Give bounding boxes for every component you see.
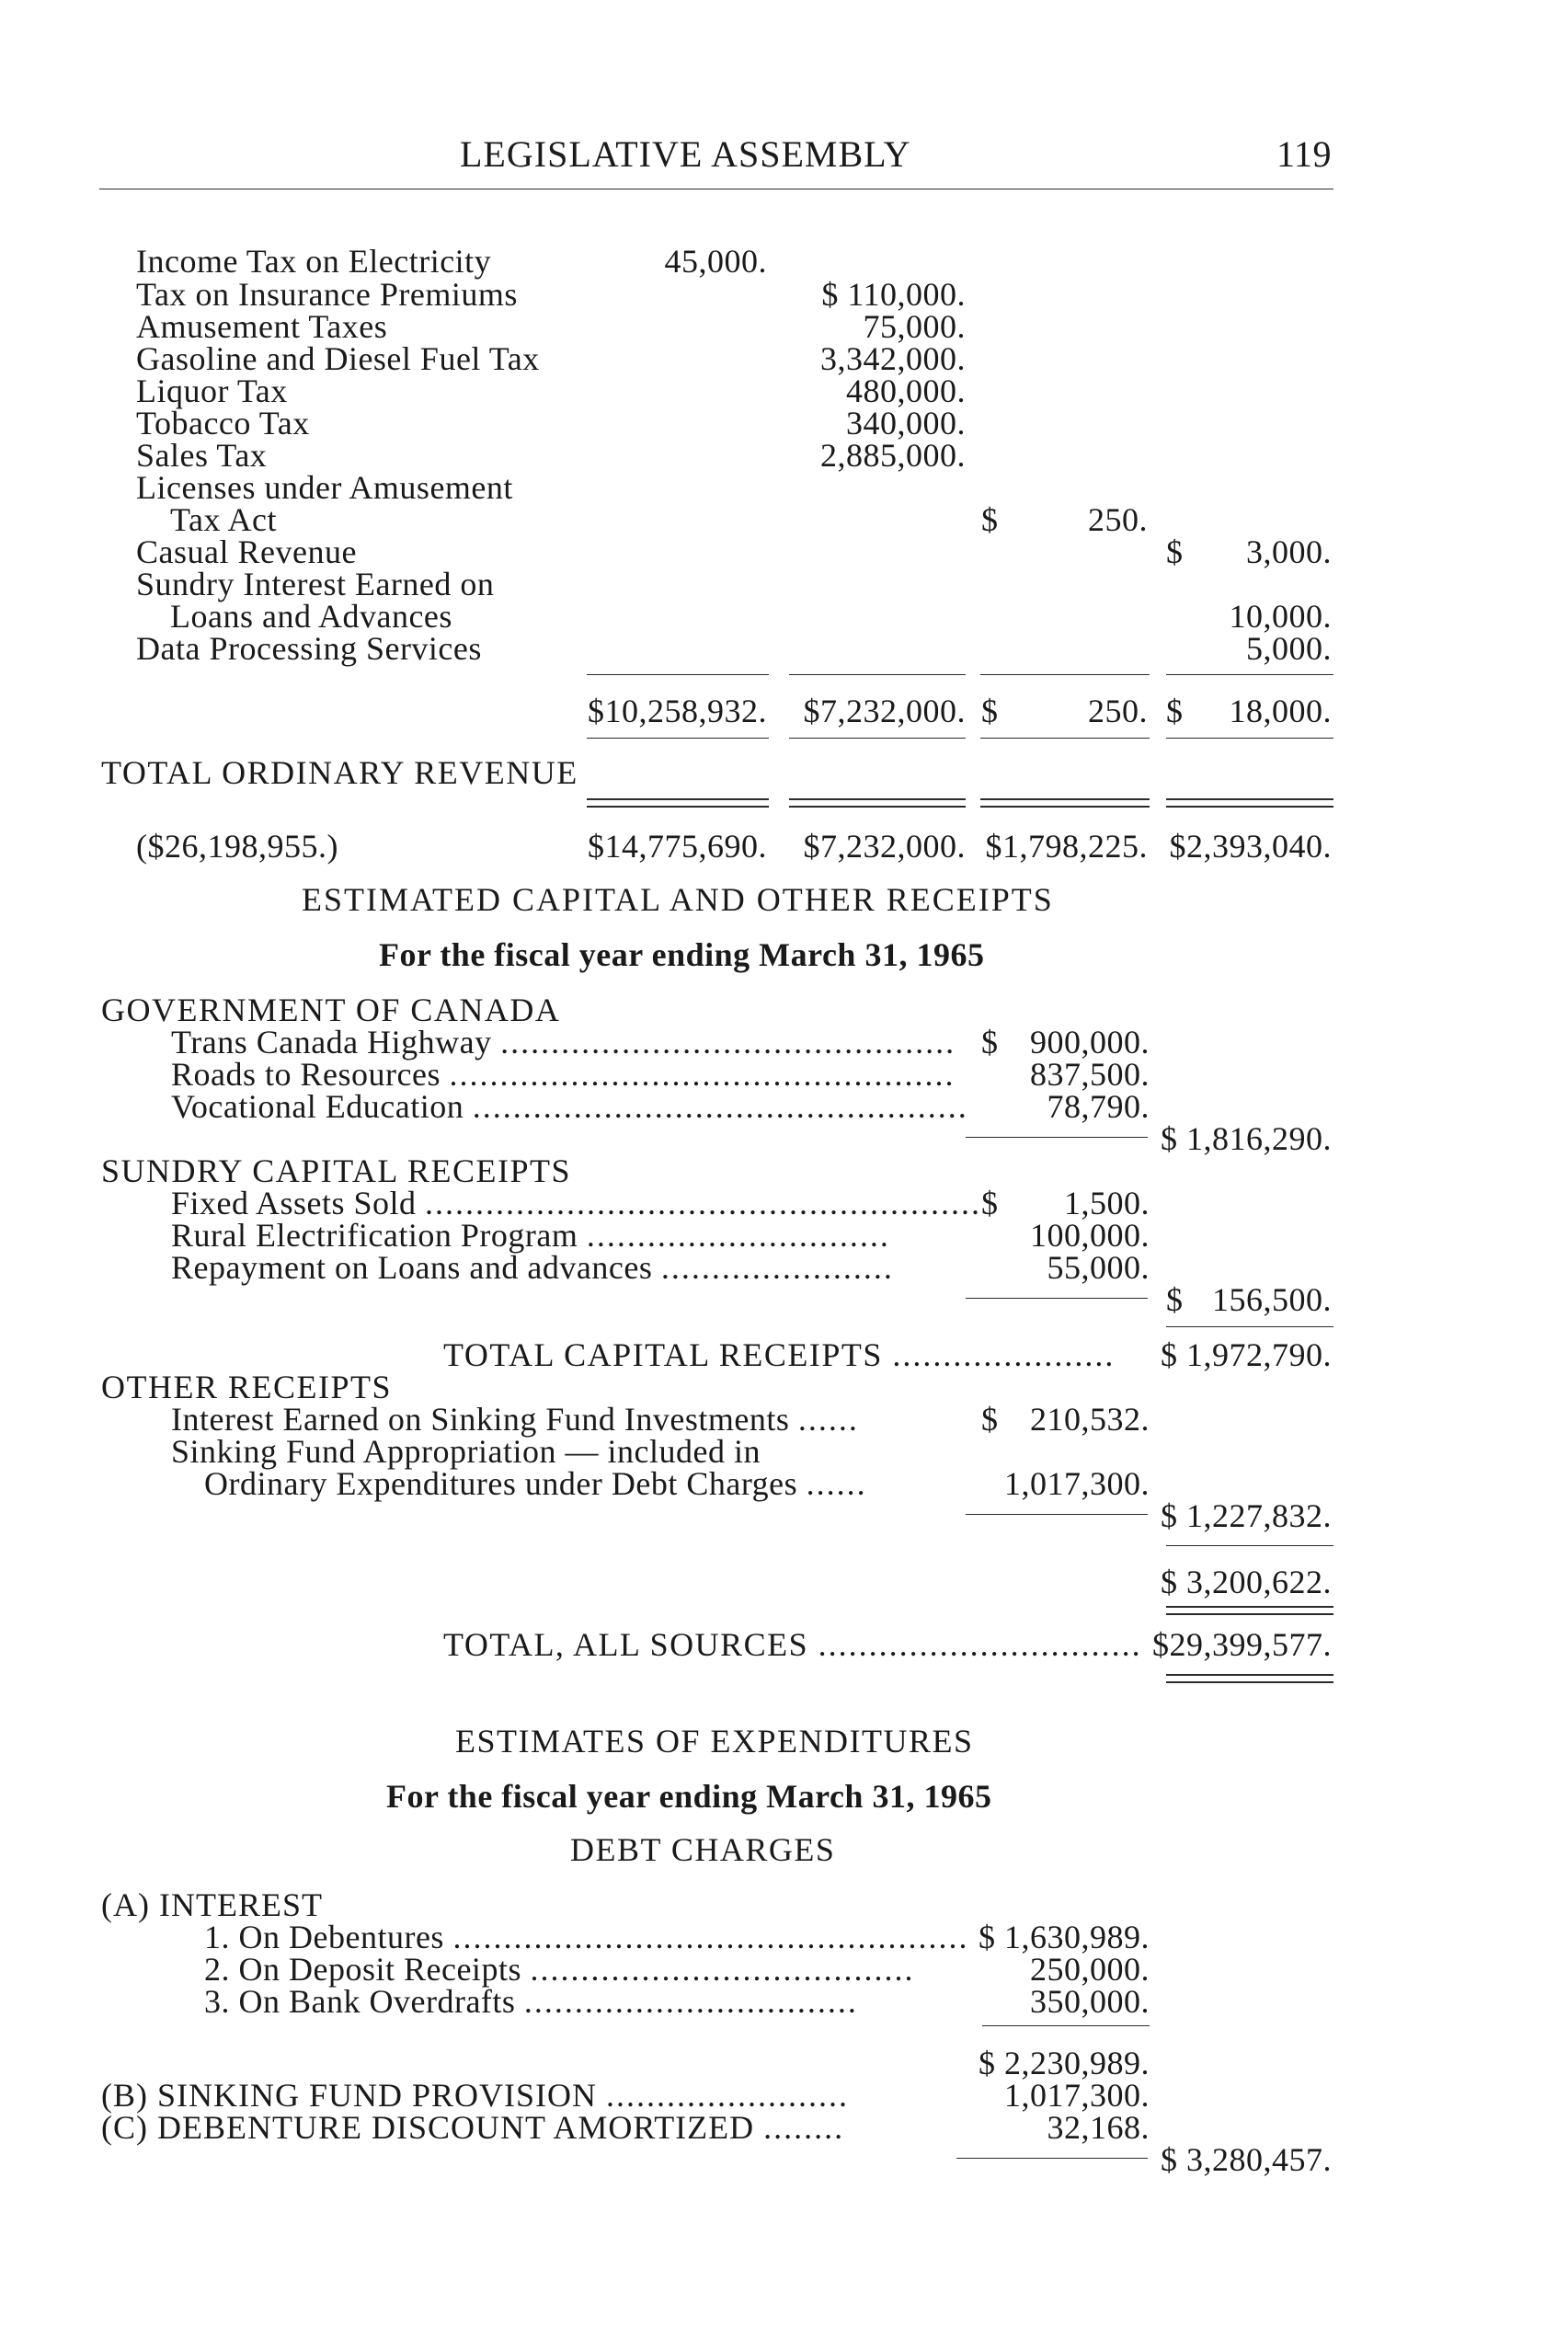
dot-leader: ............................................. [500,1024,956,1060]
debt-charges-heading: DEBT CHARGES [570,1831,836,1868]
interest-item-amount: $ 1,630,989. [979,1919,1150,1955]
debenture-discount-label: (C) DEBENTURE DISCOUNT AMORTIZED [101,2109,755,2146]
interest-item-amount: 250,000. [1030,1951,1150,1988]
revenue-label: Tobacco Tax [136,405,310,441]
dot-leader: ...... [806,1465,867,1502]
revenue-col2: $ 110,000. [821,276,966,313]
leader-row [171,1026,956,1059]
leader-row [171,1403,859,1436]
sundry-item-label: Repayment on Loans and advances [171,1249,653,1286]
gov-item-label: Trans Canada Highway [171,1024,492,1060]
dot-leader: ...................... [892,1336,1116,1373]
other-line1-symbol: $ [981,1401,999,1438]
sundry-item-amount: 55,000. [1047,1249,1150,1286]
subtotal-col4: 18,000. [1229,693,1332,729]
revenue-col4: 10,000. [1229,598,1332,635]
column-rule [1166,674,1333,675]
double-rule [789,798,966,808]
total-ordinary-amount: ($26,198,955.) [136,828,338,865]
interest-item-label: 3. On Bank Overdrafts [204,1983,516,2020]
revenue-label: Income Tax on Electricity [136,243,492,280]
revenue-col3-symbol: $ [981,501,999,538]
double-rule [980,798,1150,808]
subtotal-rule [956,2158,1148,2159]
leader-row [171,1090,968,1123]
total-ordinary-revenue-label: TOTAL ORDINARY REVENUE [101,754,578,791]
column-rule [1166,1545,1333,1546]
subtotal-rule [966,1514,1148,1515]
sinking-fund-label: (B) SINKING FUND PROVISION [101,2077,598,2114]
sundry-total: 156,500. [1212,1281,1332,1318]
dot-leader: ................................ [818,1626,1142,1663]
sundry-item-label: Rural Electrification Program [171,1217,578,1254]
dot-leader: ....................... [660,1249,894,1286]
revenue-label: Tax Act [170,501,277,538]
total-col4: $2,393,040. [1169,828,1332,865]
revenue-col2: 2,885,000. [820,437,966,474]
leader-row [101,2111,844,2144]
dot-leader: ................................................. [472,1088,968,1125]
leader-row [443,1338,1115,1371]
dot-leader: ....................................................... [425,1185,982,1221]
dot-leader: ................................. [523,1983,858,2020]
revenue-label: Data Processing Services [136,630,482,667]
leader-row [101,2079,849,2112]
running-header-title: LEGISLATIVE ASSEMBLY [460,133,911,175]
gov-item-symbol: $ [981,1024,999,1060]
debt-charges-total: $ 3,280,457. [1161,2141,1332,2178]
column-rule [789,738,966,739]
leader-row [443,1628,1142,1661]
capital-grand-subtotal: $ 3,200,622. [1161,1564,1332,1600]
dot-leader: ........................ [606,2077,850,2114]
sundry-total-symbol: $ [1166,1281,1184,1318]
column-rule [980,738,1150,739]
revenue-label: Licenses under Amusement [136,469,513,506]
column-rule [587,674,769,675]
revenue-label: Loans and Advances [170,598,452,635]
dot-leader: .................................................. [449,1056,956,1093]
interest-item-label: 1. On Debentures [204,1919,444,1955]
dot-leader: .............................. [586,1217,890,1254]
leader-row [204,1953,914,1986]
double-rule [1166,1674,1333,1683]
dot-leader: ...... [797,1401,859,1438]
total-col2: $7,232,000. [803,828,966,865]
all-sources-amount: $29,399,577. [1152,1626,1332,1663]
other-line3-label: Ordinary Expenditures under Debt Charges [204,1465,798,1502]
revenue-col2: 3,342,000. [820,340,966,377]
double-rule [1166,1606,1333,1615]
interest-total: $ 2,230,989. [979,2045,1150,2081]
column-rule [980,674,1150,675]
revenue-col4: 3,000. [1246,533,1332,570]
interest-heading: (A) INTEREST [101,1886,323,1923]
gov-item-amount: 78,790. [1047,1088,1150,1125]
revenue-label: Amusement Taxes [136,308,388,345]
other-line1-amount: 210,532. [1030,1401,1150,1438]
column-rule [789,674,966,675]
leader-row [171,1058,955,1091]
revenue-col4-symbol: $ [1166,533,1184,570]
column-rule [587,738,769,739]
all-sources-label: TOTAL, ALL SOURCES [443,1626,809,1663]
revenue-label: Liquor Tax [136,373,288,409]
expenditures-title: ESTIMATES OF EXPENDITURES [455,1723,974,1760]
subtotal-col3-symbol: $ [981,693,999,729]
page-number: 119 [1276,133,1332,175]
leader-row [204,1467,867,1500]
subtotal-rule [966,1298,1148,1299]
dot-leader: ................................................... [452,1919,969,1955]
leader-row [171,1219,890,1252]
leader-row [171,1251,894,1284]
government-of-canada-heading: GOVERNMENT OF CANADA [101,992,561,1028]
gov-item-label: Roads to Resources [171,1056,441,1093]
leader-row [171,1186,981,1220]
other-line2-label: Sinking Fund Appropriation — included in [171,1433,761,1470]
revenue-col2: 480,000. [846,373,966,409]
subtotal-col2: $7,232,000. [803,693,966,729]
column-rule [982,2025,1150,2026]
interest-item-label: 2. On Deposit Receipts [204,1951,521,1988]
revenue-col2: 75,000. [863,308,966,345]
sundry-item-amount: 1,500. [1064,1185,1150,1221]
revenue-label: Sales Tax [136,437,268,474]
revenue-col4: 5,000. [1246,630,1332,667]
debenture-discount-amount: 32,168. [1047,2109,1150,2146]
revenue-col1: 45,000. [664,243,767,280]
revenue-label: Casual Revenue [136,533,357,570]
total-col3: $1,798,225. [985,828,1148,865]
revenue-col3: 250. [1088,501,1148,538]
subtotal-col4-symbol: $ [1166,693,1184,729]
double-rule [1166,798,1333,808]
other-line3-amount: 1,017,300. [1004,1465,1150,1502]
capital-title: ESTIMATED CAPITAL AND OTHER RECEIPTS [302,881,1054,918]
dot-leader: ...................................... [530,1951,915,1988]
sinking-fund-amount: 1,017,300. [1004,2077,1150,2114]
revenue-col2: 340,000. [846,405,966,441]
sundry-item-symbol: $ [981,1185,999,1221]
gov-item-amount: 837,500. [1030,1056,1150,1093]
leader-row [204,1920,968,1954]
total-col1: $14,775,690. [588,828,767,865]
gov-item-label: Vocational Education [171,1088,464,1125]
revenue-label: Sundry Interest Earned on [136,566,495,602]
other-receipts-heading: OTHER RECEIPTS [101,1369,393,1405]
column-rule [1166,738,1333,739]
capital-subtitle: For the fiscal year ending March 31, 1965 [379,936,985,973]
total-capital-label: TOTAL CAPITAL RECEIPTS [443,1336,883,1373]
double-rule [587,798,769,808]
subtotal-rule [966,1137,1148,1138]
subtotal-col3: 250. [1088,693,1148,729]
column-rule [1166,1326,1333,1327]
interest-item-amount: 350,000. [1030,1983,1150,2020]
leader-row [204,1985,858,2018]
revenue-label: Tax on Insurance Premiums [136,276,518,313]
gov-item-amount: 900,000. [1030,1024,1150,1060]
sundry-item-amount: 100,000. [1030,1217,1150,1254]
sundry-item-label: Fixed Assets Sold [171,1185,417,1221]
sundry-capital-heading: SUNDRY CAPITAL RECEIPTS [101,1152,572,1189]
revenue-label: Gasoline and Diesel Fuel Tax [136,340,540,377]
dot-leader: ........ [763,2109,845,2146]
gov-total: $ 1,816,290. [1161,1120,1332,1157]
other-line1-label: Interest Earned on Sinking Fund Investments [171,1401,790,1438]
total-capital-amount: $ 1,972,790. [1161,1336,1332,1373]
expenditures-subtitle: For the fiscal year ending March 31, 1965 [386,1778,992,1815]
subtotal-col1: $10,258,932. [588,693,767,729]
other-total: $ 1,227,832. [1161,1497,1332,1534]
